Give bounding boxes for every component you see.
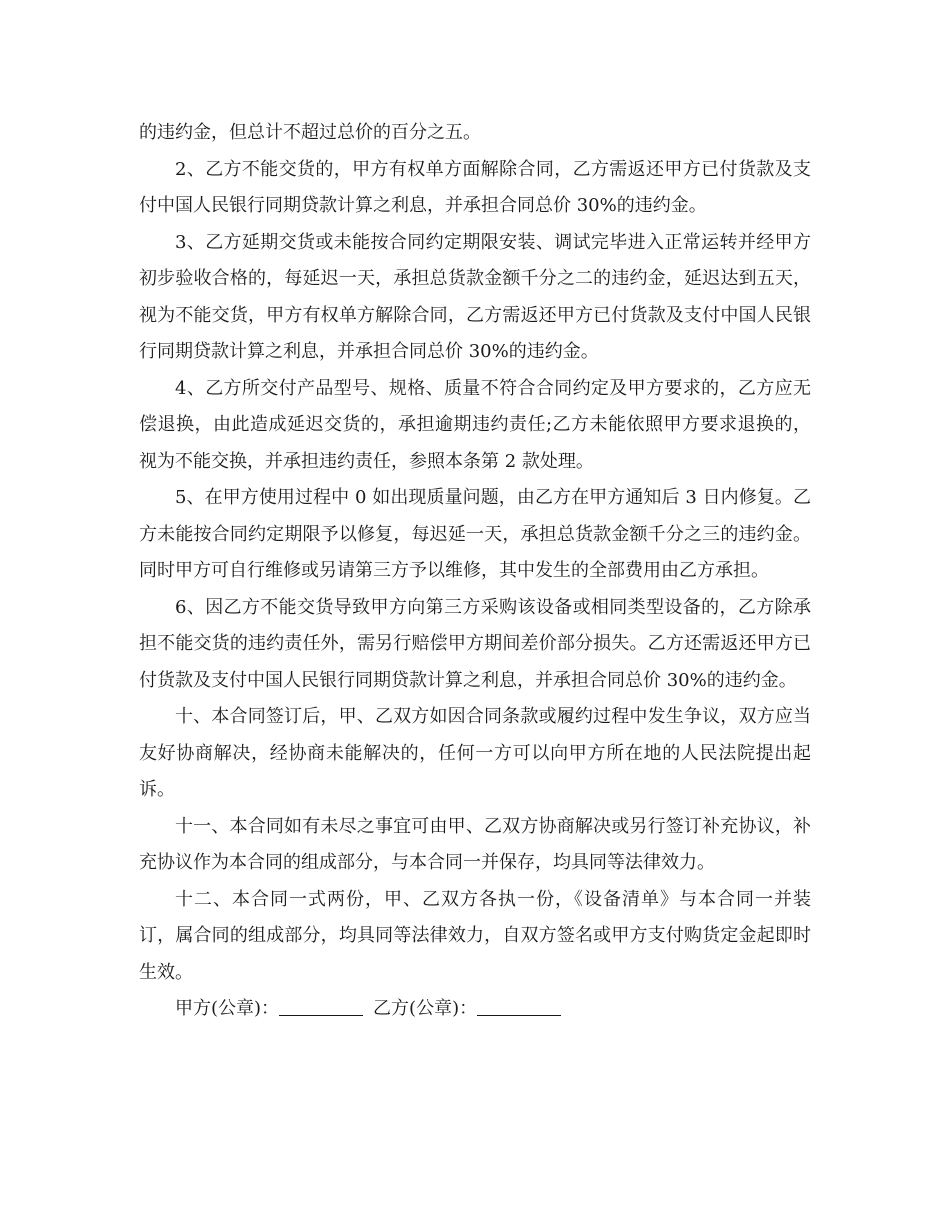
party-b-seal-label: 乙方(公章)： <box>373 998 478 1019</box>
signature-line <box>139 991 811 1028</box>
paragraph-article-12: 十二、本合同一式两份，甲、乙双方各执一份，《设备清单》与本合同一并装订，属合同的组成部分，均具同等法律效力，自双方签名或甲方支付购货定金起即时生效。 <box>139 888 811 983</box>
paragraph-clause-6: 6、因乙方不能交货导致甲方向第三方采购该设备或相同类型设备的，乙方除承担不能交货的违约责任外，需另行赔偿甲方期间差价部分损失。乙方还需返还甲方已付货款及支付中国人民银行同期贷款计算之利息，并承担合同总价 30%的违约金。 <box>139 596 811 691</box>
party-a-seal-blank <box>279 997 363 1016</box>
party-b-seal-blank <box>477 997 561 1016</box>
paragraph-clause-3: 3、乙方延期交货或未能按合同约定期限安装、调试完毕进入正常运转并经甲方初步验收合格的，每延迟一天，承担总货款金额千分之二的违约金，延迟达到五天，视为不能交货，甲方有权单方解除合同，乙方需返还甲方已付货款及支付中国人民银行同期贷款计算之利息，并承担合同总价 30%的违约金。 <box>139 231 811 362</box>
paragraph-article-10: 十、本合同签订后，甲、乙双方如因合同条款或履约过程中发生争议，双方应当友好协商解决，经协商未能解决的，任何一方可以向甲方所在地的人民法院提出起诉。 <box>139 706 811 800</box>
party-a-seal-label: 甲方(公章)： <box>175 998 280 1019</box>
document-body <box>139 115 811 1028</box>
paragraph-article-11: 十一、本合同如有未尽之事宜可由甲、乙双方协商解决或另行签订补充协议，补充协议作为本合同的组成部分，与本合同一并保存，均具同等法律效力。 <box>139 815 811 873</box>
paragraph-continuation: 的违约金，但总计不超过总价的百分之五。 <box>139 122 481 143</box>
paragraph-clause-4: 4、乙方所交付产品型号、规格、质量不符合合同约定及甲方要求的，乙方应无偿退换，由此造成延迟交货的，承担逾期违约责任;乙方未能依照甲方要求退换的，视为不能交换，并承担违约责任，参照本条第 2 款处理。 <box>139 377 811 472</box>
paragraph-clause-2: 2、乙方不能交货的，甲方有权单方面解除合同，乙方需返还甲方已付货款及支付中国人民银行同期贷款计算之利息，并承担合同总价 30%的违约金。 <box>139 158 811 216</box>
paragraph-clause-5: 5、在甲方使用过程中 0 如出现质量问题，由乙方在甲方通知后 3 日内修复。乙方未能按合同约定期限予以修复，每迟延一天，承担总货款金额千分之三的违约金。同时甲方可自行维修或另请第三方予以维修，其中发生的全部费用由乙方承担。 <box>139 487 811 581</box>
